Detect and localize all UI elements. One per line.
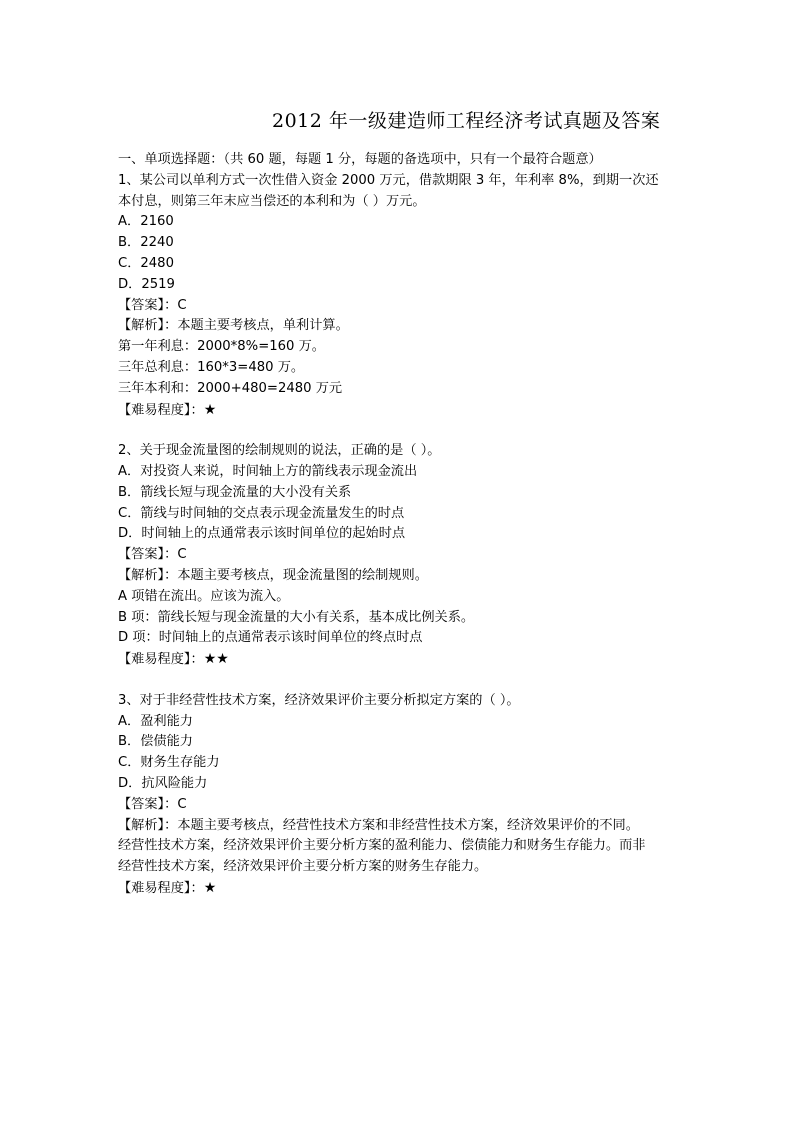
- difficulty-label: 【难易程度】：: [118, 402, 204, 418]
- analysis: 【解析】：本题主要考核点，现金流量图的绘制规则。: [118, 567, 428, 583]
- answer: 【答案】：C: [118, 796, 187, 812]
- answer: 【答案】：C: [118, 297, 187, 313]
- option: B．偿债能力: [118, 734, 193, 750]
- star-icon: ★: [203, 401, 217, 418]
- star-icon: ★★: [203, 651, 229, 668]
- analysis: 【解析】：本题主要考核点，单利计算。: [118, 318, 349, 334]
- difficulty: [118, 400, 698, 421]
- option: D．抗风险能力: [118, 775, 208, 791]
- option: B．箭线长短与现金流量的大小没有关系: [118, 484, 352, 500]
- option: A．2160: [118, 214, 174, 230]
- star-icon: ★: [203, 879, 217, 896]
- option: A．对投资人来说，时间轴上方的箭线表示现金流出: [118, 463, 418, 479]
- analysis: 经营性技术方案，经济效果评价主要分析方案的盈利能力、偿债能力和财务生存能力。而非: [118, 838, 646, 854]
- analysis: B 项：箭线长短与现金流量的大小有关系，基本成比例关系。: [118, 609, 475, 625]
- question-stem: 1、某公司以单利方式一次性借入资金 2000 万元，借款期限 3 年，年利率 8%，到期一次还: [118, 172, 659, 188]
- analysis: 三年总利息：160*3=480 万。: [118, 359, 305, 375]
- analysis: 三年本利和：2000+480=2480 万元: [118, 380, 343, 396]
- option: A．盈利能力: [118, 713, 193, 729]
- difficulty: [118, 878, 698, 899]
- analysis: 【解析】：本题主要考核点，经营性技术方案和非经营性技术方案，经济效果评价的不同。: [118, 817, 639, 833]
- option: D．2519: [118, 276, 175, 292]
- difficulty-label: 【难易程度】：: [118, 652, 204, 668]
- option: C．2480: [118, 255, 174, 271]
- question-3: [118, 691, 698, 899]
- question-stem: 2、关于现金流量图的绘制规则的说法，正确的是（ ）。: [118, 443, 441, 459]
- section-heading: 一、单项选择题：（共 60 题，每题 1 分，每题的备选项中，只有一个最符合题意）: [118, 152, 602, 167]
- document-title: 2012 年一级建造师工程经济考试真题及答案: [272, 110, 661, 132]
- option: D．时间轴上的点通常表示该时间单位的起始时点: [118, 526, 406, 542]
- option: C．财务生存能力: [118, 755, 220, 771]
- analysis: D 项：时间轴上的点通常表示该时间单位的终点时点: [118, 630, 423, 646]
- option: B．2240: [118, 235, 174, 251]
- answer: 【答案】：C: [118, 547, 187, 563]
- question-1: [118, 171, 698, 421]
- analysis: 经营性技术方案，经济效果评价主要分析方案的财务生存能力。: [118, 859, 488, 875]
- analysis: A 项错在流出。应该为流入。: [118, 588, 290, 604]
- analysis: 第一年利息：2000*8%=160 万。: [118, 339, 325, 355]
- document-body: [118, 150, 698, 899]
- option: C．箭线与时间轴的交点表示现金流量发生的时点: [118, 505, 405, 521]
- question-stem: 3、对于非经营性技术方案，经济效果评价主要分析拟定方案的（ ）。: [118, 692, 520, 708]
- difficulty: [118, 649, 698, 670]
- difficulty-label: 【难易程度】：: [118, 880, 204, 896]
- question-2: [118, 441, 698, 670]
- question-stem: 本付息，则第三年末应当偿还的本利和为（ ）万元。: [118, 193, 426, 209]
